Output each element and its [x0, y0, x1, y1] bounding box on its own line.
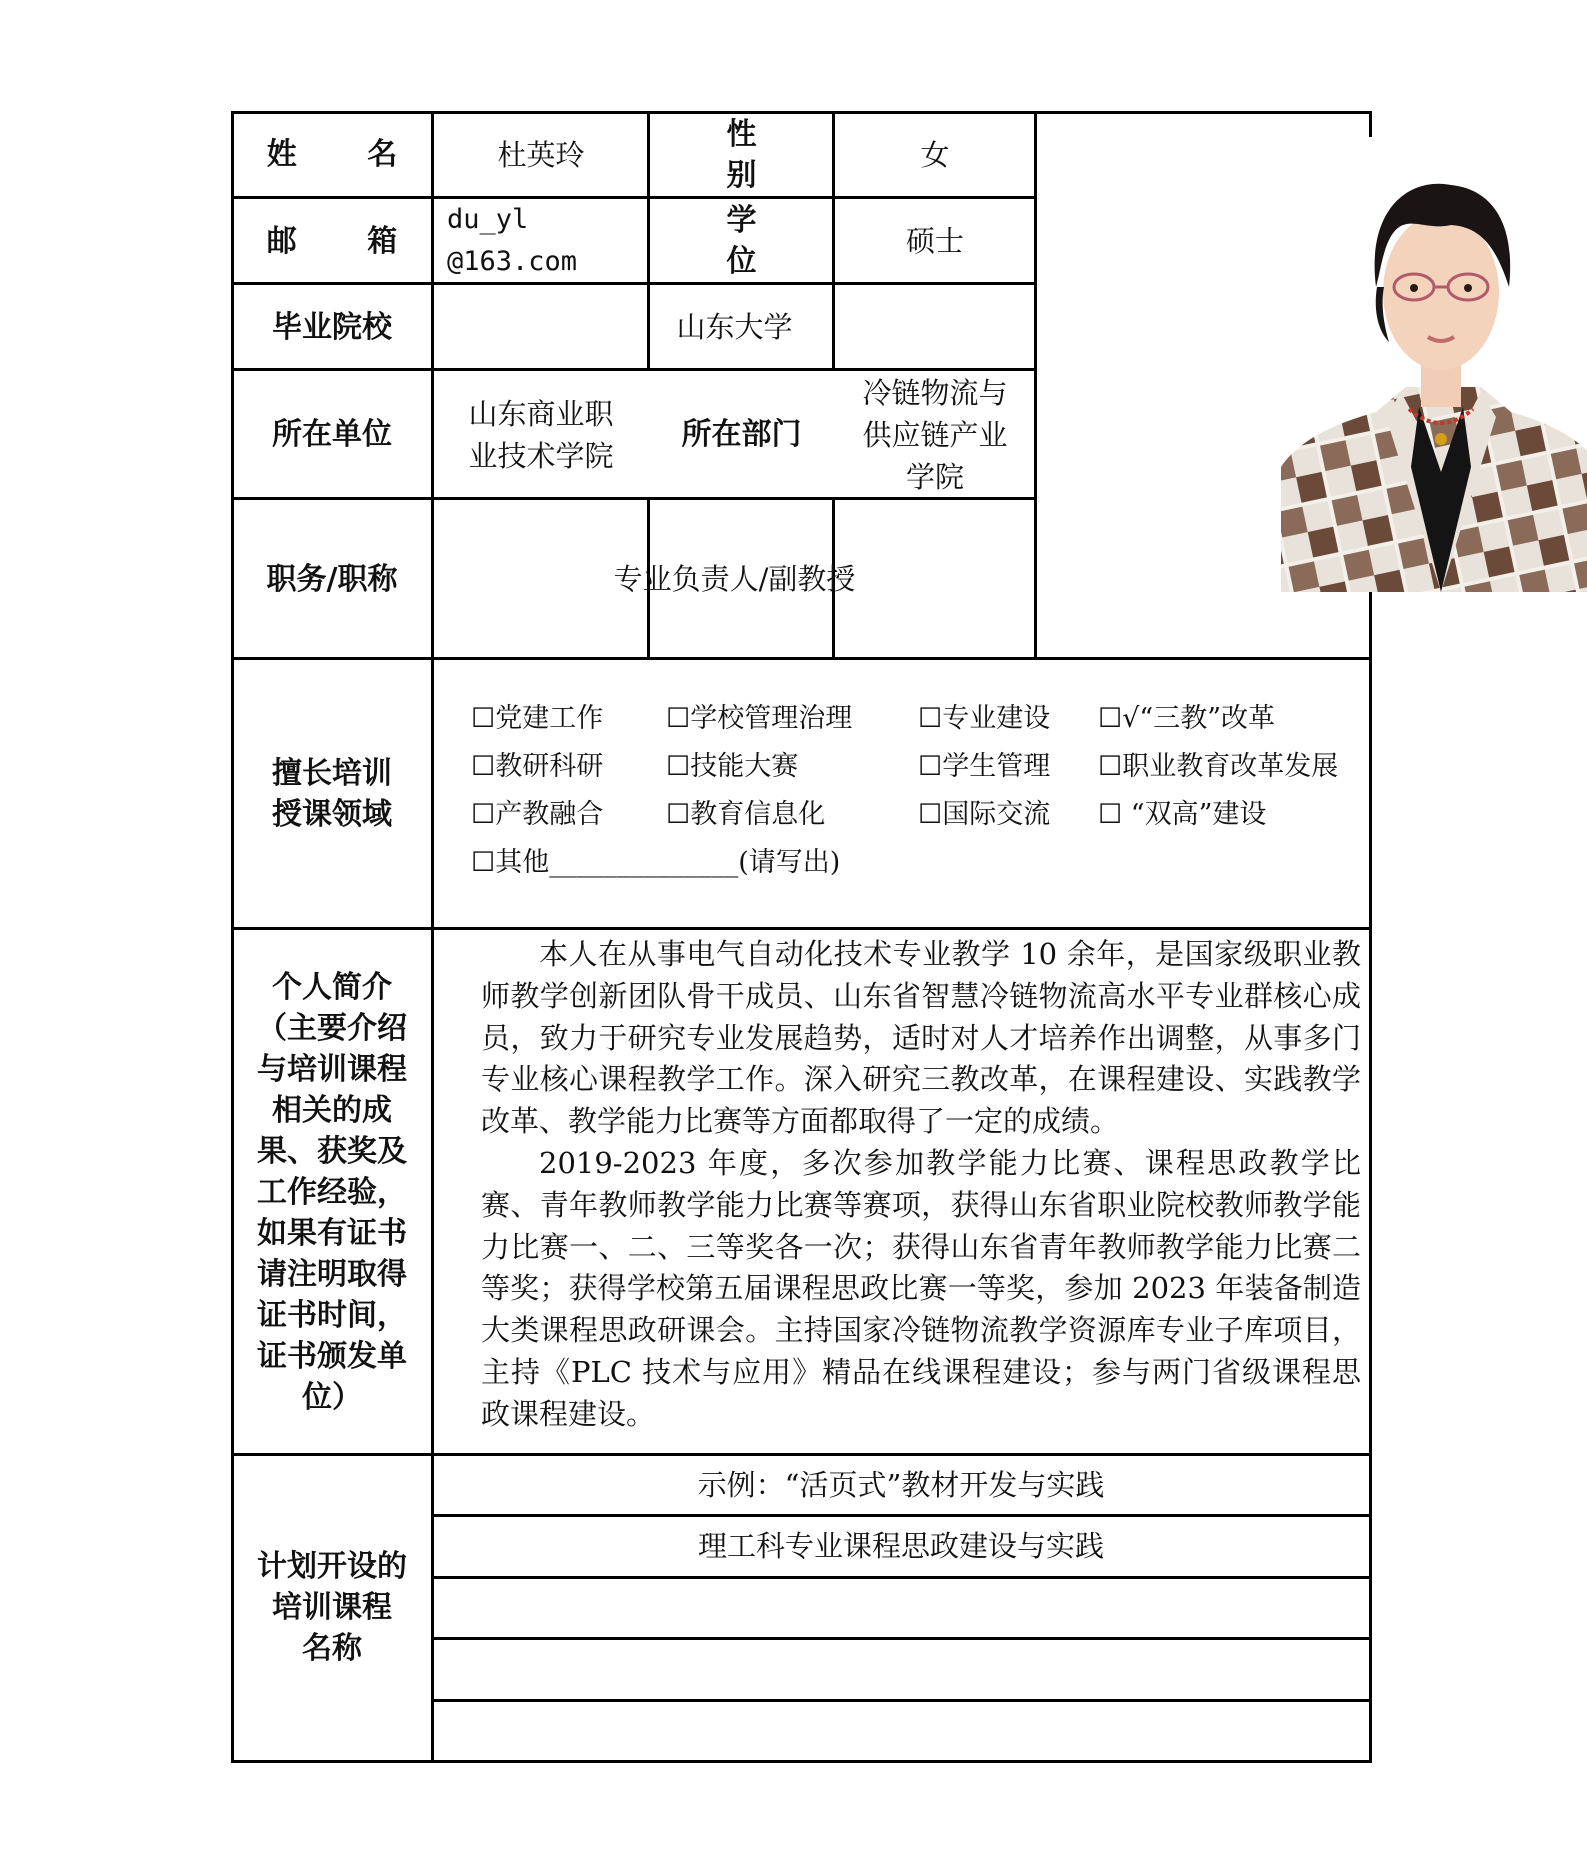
areas-label-line: 擅长培训: [272, 756, 392, 791]
name-value: 杜英玲: [497, 137, 585, 172]
email-value: [433, 198, 649, 284]
course-item: [433, 1701, 1369, 1760]
course-item: 理工科专业课程思政建设与实践: [697, 1529, 1104, 1563]
name-label: 姓 名: [266, 137, 428, 172]
gender-value: 女: [920, 137, 950, 172]
intro-paragraph: 2019-2023 年度，多次参加教学能力比赛、课程思政教学比赛、青年教师教学能力比赛等赛项，获得山东省职业院校教师教学能力比赛一、二、三等奖各一次；获得山东省青年教师教学能力比赛二等奖；获得学校第五届课程思政比赛一等奖，参加 2023 年装备制造大类课程思政研课会。主持国家冷链物流教学资源库专业子库项目，主持《PLC 技术与应用》精品在线课程建设；参与两门省级课程思政课程建设。: [481, 1145, 1361, 1431]
intro-label-line: 请注明取得: [257, 1256, 407, 1292]
email-line: du_yl: [447, 204, 529, 235]
course-item: 示例：“活页式”教材开发与实践: [697, 1467, 1105, 1502]
option-double-high[interactable]: ☐ “双高”建设: [1098, 799, 1267, 830]
intro-text: [481, 934, 1361, 1436]
dept-line: 供应链产业: [862, 417, 1008, 452]
course-item: [433, 1639, 1369, 1699]
unit-line: 山东商业职: [468, 396, 614, 431]
degree-value: 硕士: [905, 224, 964, 258]
option-school-governance[interactable]: ☐学校管理治理: [666, 703, 853, 734]
intro-label-line: （主要介绍: [257, 1010, 407, 1046]
option-party-building[interactable]: ☐党建工作: [471, 703, 604, 734]
courses-label-line: 培训课程: [272, 1590, 392, 1625]
school-value: 山东大学: [676, 310, 793, 344]
email-line: @163.com: [447, 246, 578, 277]
option-three-teaching-reform[interactable]: ☐√“三教”改革: [1098, 703, 1276, 734]
email-label: 邮 箱: [266, 223, 428, 259]
intro-label-line: 位）: [302, 1379, 362, 1415]
dept-label: 所在部门: [681, 417, 802, 452]
dept-line: 学院: [905, 459, 964, 494]
option-student-management[interactable]: ☐学生管理: [918, 751, 1051, 782]
school-label: 毕业院校: [272, 309, 392, 345]
option-major-construction[interactable]: ☐专业建设: [918, 703, 1051, 734]
option-vocational-reform[interactable]: ☐职业教育改革发展: [1098, 751, 1339, 782]
intro-label-line: 果、获奖及: [257, 1133, 407, 1169]
intro-label-line: 个人简介: [272, 969, 392, 1005]
unit-label: 所在单位: [272, 417, 392, 452]
intro-label-line: 相关的成: [272, 1092, 392, 1128]
option-teaching-research[interactable]: ☐教研科研: [471, 751, 604, 782]
intro-label-line: 与培训课程: [257, 1051, 407, 1087]
courses-label-line: 名称: [302, 1631, 362, 1666]
courses-label-line: 计划开设的: [257, 1549, 407, 1584]
option-skills-competition[interactable]: ☐技能大赛: [666, 751, 799, 782]
option-education-informatization[interactable]: ☐教育信息化: [666, 799, 826, 830]
course-item: [433, 1578, 1369, 1637]
unit-line: 业技术学院: [468, 438, 614, 473]
portrait-photo: [1281, 137, 1587, 592]
option-industry-education[interactable]: ☐产教融合: [471, 799, 604, 830]
dept-line: 冷链物流与: [862, 375, 1008, 410]
intro-label: [231, 929, 433, 1455]
intro-label-line: 证书颁发单: [257, 1338, 407, 1374]
option-international-exchange[interactable]: ☐国际交流: [918, 799, 1051, 830]
areas-options: [471, 659, 1371, 929]
title-value: 专业负责人/副教授: [613, 562, 856, 596]
areas-label: [231, 659, 433, 929]
degree-label: 学 位: [726, 203, 787, 279]
unit-value: [433, 370, 649, 499]
title-label: 职务/职称: [266, 561, 398, 597]
courses-label: [231, 1455, 433, 1760]
intro-label-line: 证书时间，: [257, 1297, 407, 1333]
intro-paragraph: 本人在从事电气自动化技术专业教学 10 余年，是国家级职业教师教学创新团队骨干成员、山东省智慧冷链物流高水平专业群核心成员，致力于研究专业发展趋势，适时对人才培养作出调整，从事多门专业核心课程教学工作。深入研究三教改革，在课程建设、实践教学改革、教学能力比赛等方面都取得了一定的成绩。: [481, 937, 1361, 1139]
border-bottom: [231, 1760, 1372, 1763]
option-other[interactable]: ☐其他______________(请写出): [471, 847, 841, 878]
profile-form: [231, 111, 1372, 1763]
areas-label-line: 授课领域: [272, 797, 392, 832]
portrait-icon: [1281, 137, 1587, 592]
intro-label-line: 工作经验，: [257, 1174, 407, 1210]
dept-value: [834, 370, 1036, 499]
gender-label: 性 别: [726, 116, 787, 193]
intro-label-line: 如果有证书: [257, 1215, 407, 1251]
